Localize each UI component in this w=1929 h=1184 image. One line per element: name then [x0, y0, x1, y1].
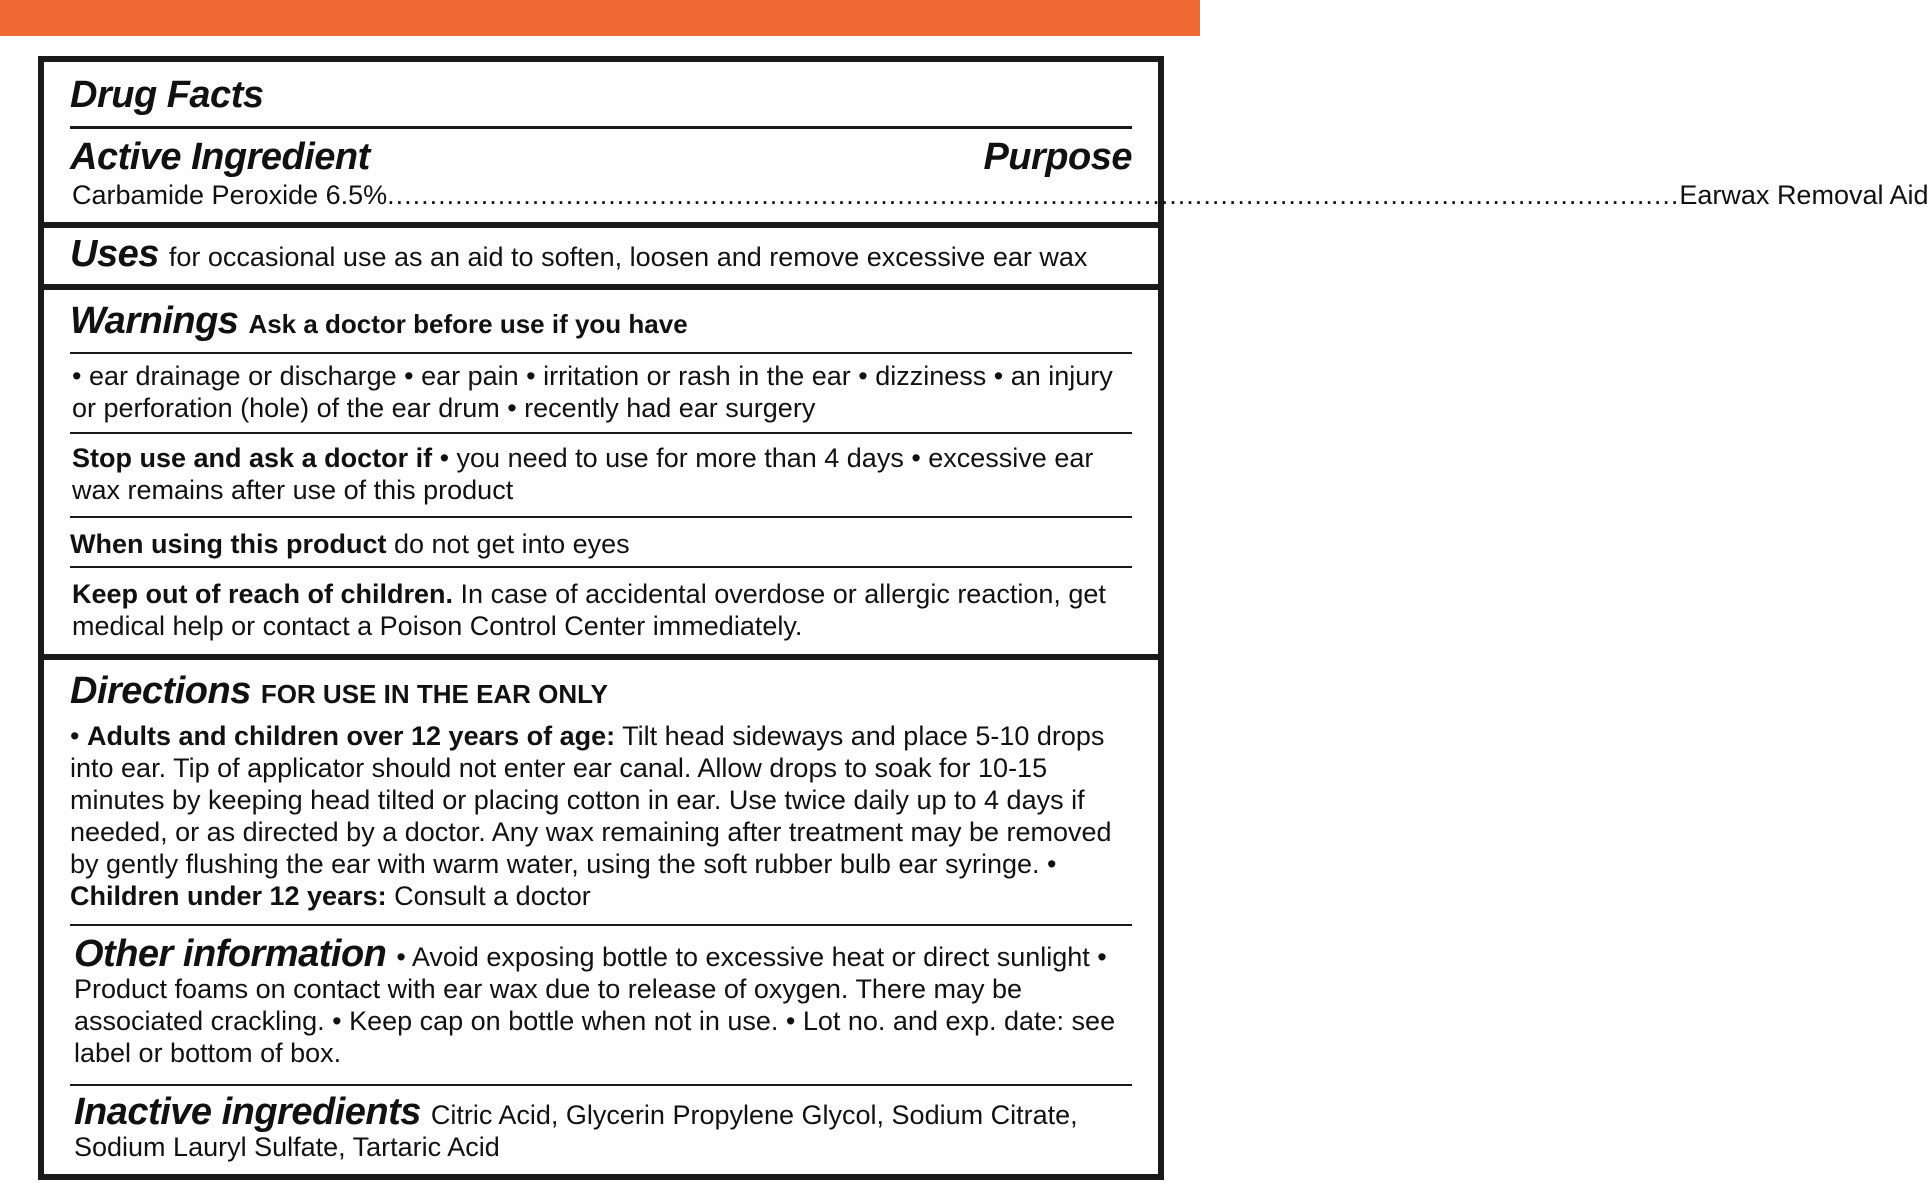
uses-heading: Uses	[70, 233, 159, 275]
inactive-ingredients-text: Citric Acid, Glycerin Propylene Glycol, Sodium Citrate, Sodium Lauryl Sulfate, Tartaric Acid	[74, 1100, 1078, 1162]
warnings-divider-3	[70, 516, 1132, 518]
inactive-ingredients-heading: Inactive ingredients	[74, 1091, 421, 1133]
warnings-conditions: • ear drainage or discharge • ear pain • irritation or rash in the ear • dizziness • an injury or perforation (hole) of the ear drum • recently had ear surgery	[72, 361, 1113, 423]
warnings-heading: Warnings	[70, 300, 239, 342]
title-divider	[70, 126, 1132, 129]
when-using-text: do not get into eyes	[386, 529, 630, 559]
directions-text	[70, 720, 1132, 912]
section-divider-directions	[44, 654, 1158, 660]
directions-bullet: •	[1039, 849, 1057, 879]
other-information-text: • Avoid exposing bottle to excessive heat or direct sunlight • Product foams on contact with ear wax due to release of oxygen. There may be associated crackling. • Keep cap on bottle when not in use. • Lot no. and exp. date: see label or bottom of box.	[74, 942, 1116, 1068]
drug-facts-title: Drug Facts	[70, 74, 264, 116]
drug-facts-panel	[38, 56, 1929, 1180]
dot-leader: ........................................................................................................................................................	[387, 180, 1680, 210]
warnings-divider-1	[70, 352, 1132, 354]
keep-out-text: In case of accidental overdose or allergic reaction, get medical help or contact a Poison Control Center immediately.	[72, 579, 1106, 641]
active-ingredient-heading: Active Ingredient	[70, 136, 370, 178]
other-divider	[70, 1084, 1132, 1086]
warnings-divider-4	[70, 566, 1132, 568]
uses-section	[70, 233, 1132, 275]
stop-use-text: • you need to use for more than 4 days • excessive ear wax remains after use of this product	[72, 443, 1094, 505]
other-information-section	[74, 933, 1132, 1069]
stop-use-warning	[72, 442, 1132, 506]
directions-bullet: •	[70, 721, 87, 751]
directions-subheading: FOR USE IN THE EAR ONLY	[260, 679, 609, 709]
section-divider-uses	[44, 222, 1158, 228]
directions-heading: Directions	[70, 670, 251, 712]
active-ingredient-row	[72, 180, 1929, 211]
adults-text: Tilt head sideways and place 5-10 drops into ear. Tip of applicator should not enter ear canal. Allow drops to soak for 10-15 minutes by keeping head tilted or placing cotton in ear. Use twice daily up to 4 days if needed, or as directed by a doctor. Any wax remaining after treatment may be removed by gently flushing the ear with warm water, using the soft rubber bulb ear syringe.	[70, 721, 1112, 879]
other-information-heading: Other information	[74, 933, 387, 975]
warnings-subheading: Ask a doctor before use if you have	[248, 309, 688, 339]
directions-heading-row	[70, 670, 1132, 713]
active-ingredient-name: Carbamide Peroxide 6.5%	[72, 180, 388, 210]
keep-out-warning	[72, 578, 1132, 642]
adults-label: Adults and children over 12 years of age:	[86, 721, 616, 751]
children-text: Consult a doctor	[386, 881, 591, 911]
uses-text: for occasional use as an aid to soften, loosen and remove excessive ear wax	[168, 242, 1088, 272]
warnings-heading-row	[70, 300, 1132, 343]
active-ingredient-purpose: Earwax Removal Aid	[1679, 180, 1929, 210]
directions-divider	[70, 924, 1132, 926]
keep-out-label: Keep out of reach of children.	[72, 579, 454, 609]
warnings-divider-2	[70, 432, 1132, 434]
purpose-heading: Purpose	[983, 136, 1132, 178]
when-using-warning	[70, 528, 1132, 560]
children-label: Children under 12 years:	[70, 881, 387, 911]
top-accent-band	[0, 0, 1200, 36]
stop-use-label: Stop use and ask a doctor if	[72, 443, 433, 473]
inactive-ingredients-section	[74, 1091, 1132, 1163]
active-ingredient-header-row	[70, 136, 1132, 179]
section-divider-warnings	[44, 284, 1158, 290]
when-using-label: When using this product	[70, 529, 387, 559]
